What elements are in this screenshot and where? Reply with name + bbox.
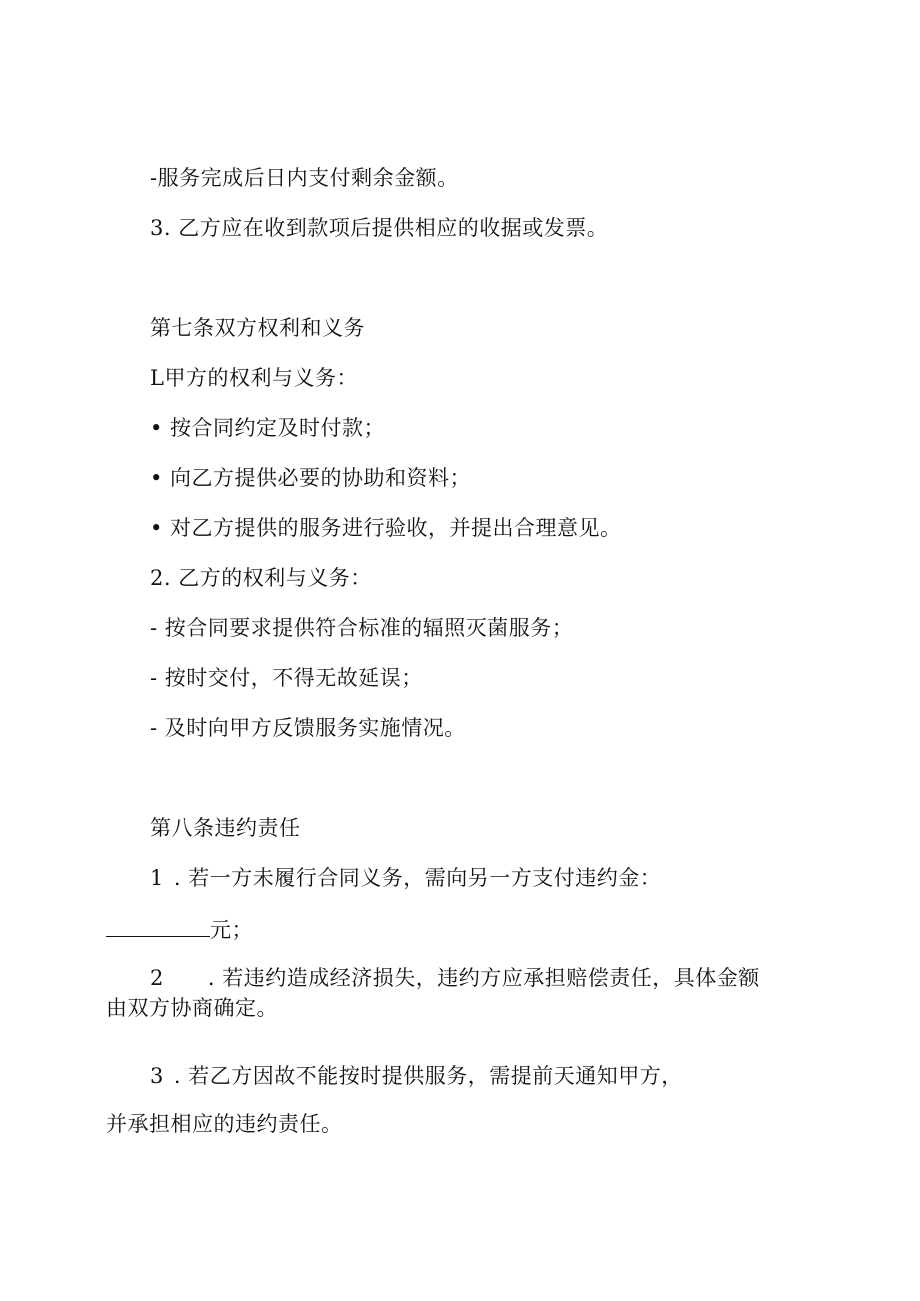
clause-3-continuation-text: 并承担相应的违约责任。 (106, 1112, 343, 1136)
article-7-heading (150, 314, 365, 342)
party-b-item-1-text: - 按合同要求提供符合标准的辐照灭菌服务； (150, 616, 574, 640)
clause-3-line (150, 1062, 683, 1090)
party-a-item-3 (150, 514, 622, 542)
party-b-heading-text: 2. 乙方的权利与义务： (150, 566, 372, 590)
party-b-heading (150, 564, 372, 592)
clause-2-continuation (106, 994, 278, 1022)
clause-1-continuation-text: 元； (210, 918, 253, 942)
clause-1-text: . 若一方未履行合同义务，需向另一方支付违约金： (173, 866, 662, 890)
penalty-amount-blank (106, 914, 210, 937)
party-a-item-3-text: • 对乙方提供的服务进行验收，并提出合理意见。 (150, 516, 622, 540)
clause-1-number: 1 (150, 866, 164, 890)
clause-3-number: 3 (150, 1064, 164, 1088)
article-7-title: 第七条双方权利和义务 (150, 316, 365, 340)
receipt-line (150, 214, 608, 242)
article-8-heading (150, 814, 301, 842)
party-a-item-2 (150, 464, 471, 492)
party-b-item-3-text: - 及时向甲方反馈服务实施情况。 (150, 716, 466, 740)
payment-remaining-text: -服务完成后日内支付剩余金额。 (150, 166, 459, 190)
clause-1-continuation (106, 914, 253, 944)
party-a-heading-text: L甲方的权利与义务： (150, 366, 358, 390)
party-a-heading (150, 364, 358, 392)
party-b-item-2 (150, 664, 423, 692)
receipt-text: 3. 乙方应在收到款项后提供相应的收据或发票。 (150, 216, 609, 240)
clause-3-continuation (106, 1110, 343, 1138)
clause-2-number: 2 (150, 966, 164, 990)
party-b-item-1 (150, 614, 573, 642)
party-b-item-3 (150, 714, 466, 742)
party-a-item-2-text: • 向乙方提供必要的协助和资料； (150, 466, 472, 490)
clause-2-line (150, 964, 760, 992)
clause-1-line (150, 864, 661, 892)
clause-2-text: . 若违约造成经济损失，违约方应承担赔偿责任，具体金额 (207, 966, 760, 990)
party-b-item-2-text: - 按时交付，不得无故延误； (150, 666, 423, 690)
article-8-title: 第八条违约责任 (150, 816, 301, 840)
payment-remaining-line (150, 164, 459, 192)
clause-3-text: . 若乙方因故不能按时提供服务，需提前天通知甲方， (173, 1064, 683, 1088)
party-a-item-1 (150, 414, 385, 442)
clause-2-continuation-text: 由双方协商确定。 (106, 996, 278, 1020)
party-a-item-1-text: • 按合同约定及时付款； (150, 416, 386, 440)
